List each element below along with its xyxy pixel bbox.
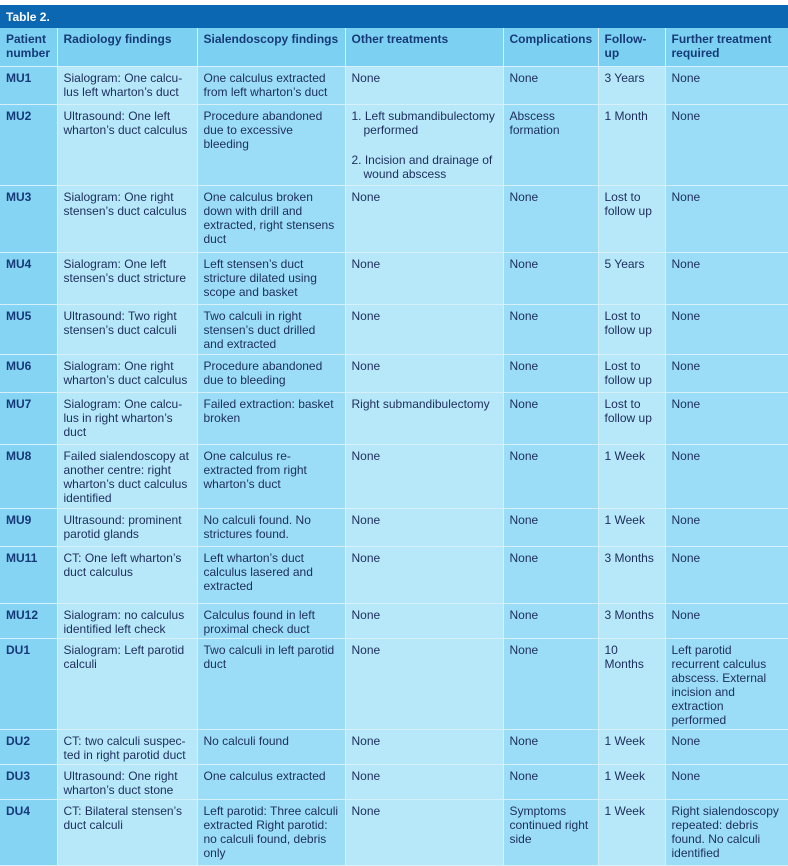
list-separator: | bbox=[351, 148, 352, 150]
cell-sialendoscopy-findings: One calculus broken down with drill and extracted, right stensens duct bbox=[197, 185, 345, 252]
cell-further-treatment: None bbox=[665, 764, 788, 799]
cell-other-treatments: None bbox=[345, 508, 503, 546]
cell-other-treatments: None bbox=[345, 799, 503, 865]
cell-sialendoscopy-findings: Left wharton’s duct calculus lasered and extracted bbox=[197, 546, 345, 603]
cell-complications: None bbox=[503, 508, 598, 546]
cell-sialendoscopy-findings: No calculi found. No strictures found. bbox=[197, 508, 345, 546]
findings-table bbox=[0, 28, 788, 866]
cell-radiology-findings: Ultrasound: Two right stensen’s duct calculi bbox=[57, 304, 197, 354]
cell-follow-up: Lost to follow up bbox=[598, 185, 665, 252]
header-radiology-findings: Radiology findings bbox=[57, 28, 197, 66]
cell-radiology-findings: Ultrasound: One right wharton’s duct stone bbox=[57, 764, 197, 799]
cell-complications: None bbox=[503, 603, 598, 638]
cell-further-treatment: Right sialendoscopy repeated: debris found. No calculi identified bbox=[665, 799, 788, 865]
cell-patient-number: DU1 bbox=[0, 638, 57, 729]
cell-radiology-findings: CT: two calculi suspec-ted in right parotid duct bbox=[57, 729, 197, 764]
cell-sialendoscopy-findings: Procedure abandoned due to bleeding bbox=[197, 354, 345, 392]
cell-further-treatment: None bbox=[665, 354, 788, 392]
cell-sialendoscopy-findings: Calculus found in left proximal check duct bbox=[197, 603, 345, 638]
header-sialendoscopy-findings: Sialendoscopy findings bbox=[197, 28, 345, 66]
cell-sialendoscopy-findings: One calculus re-extracted from right wharton’s duct bbox=[197, 444, 345, 508]
cell-complications: None bbox=[503, 185, 598, 252]
cell-radiology-findings: Sialogram: One left stensen’s duct stricture bbox=[57, 252, 197, 304]
cell-other-treatments: None bbox=[345, 638, 503, 729]
cell-other-treatments: None bbox=[345, 603, 503, 638]
cell-follow-up: 1 Week bbox=[598, 799, 665, 865]
table-row bbox=[0, 546, 788, 603]
table-row bbox=[0, 603, 788, 638]
cell-radiology-findings: Ultrasound: One left wharton’s duct calculus bbox=[57, 104, 197, 185]
cell-sialendoscopy-findings: Two calculi in right stensen’s duct drilled and extracted bbox=[197, 304, 345, 354]
cell-patient-number: DU3 bbox=[0, 764, 57, 799]
cell-further-treatment: None bbox=[665, 304, 788, 354]
table-container bbox=[0, 5, 788, 866]
cell-follow-up: 10 Months bbox=[598, 638, 665, 729]
cell-follow-up: 1 Week bbox=[598, 729, 665, 764]
cell-sialendoscopy-findings: Failed extraction: basket broken bbox=[197, 392, 345, 444]
cell-complications: Abscess formation bbox=[503, 104, 598, 185]
cell-follow-up: Lost to follow up bbox=[598, 304, 665, 354]
cell-patient-number: MU3 bbox=[0, 185, 57, 252]
cell-complications: None bbox=[503, 444, 598, 508]
cell-complications: None bbox=[503, 729, 598, 764]
cell-follow-up: Lost to follow up bbox=[598, 354, 665, 392]
cell-radiology-findings: Failed sialendoscopy at another centre: right wharton’s duct calculus identified bbox=[57, 444, 197, 508]
cell-further-treatment: None bbox=[665, 185, 788, 252]
cell-complications: None bbox=[503, 392, 598, 444]
cell-radiology-findings: Sialogram: One calcu-lus left wharton’s duct bbox=[57, 66, 197, 104]
cell-sialendoscopy-findings: No calculi found bbox=[197, 729, 345, 764]
cell-patient-number: MU1 bbox=[0, 66, 57, 104]
cell-further-treatment: None bbox=[665, 66, 788, 104]
cell-other-treatments: None bbox=[345, 444, 503, 508]
table-row bbox=[0, 444, 788, 508]
cell-complications: None bbox=[503, 638, 598, 729]
table-row bbox=[0, 304, 788, 354]
cell-patient-number: MU5 bbox=[0, 304, 57, 354]
cell-sialendoscopy-findings: One calculus extracted from left wharton’s duct bbox=[197, 66, 345, 104]
cell-patient-number: DU4 bbox=[0, 799, 57, 865]
cell-further-treatment: None bbox=[665, 508, 788, 546]
table-row bbox=[0, 66, 788, 104]
cell-other-treatments: None bbox=[345, 729, 503, 764]
cell-complications: None bbox=[503, 304, 598, 354]
cell-other-treatments: None bbox=[345, 354, 503, 392]
cell-radiology-findings: Sialogram: Left parotid calculi bbox=[57, 638, 197, 729]
cell-follow-up: 3 Months bbox=[598, 546, 665, 603]
header-further-treatment: Further treatment required bbox=[665, 28, 788, 66]
cell-radiology-findings: Sialogram: no calculus identified left check bbox=[57, 603, 197, 638]
table-row bbox=[0, 799, 788, 865]
header-row bbox=[0, 28, 788, 66]
cell-patient-number: MU9 bbox=[0, 508, 57, 546]
cell-further-treatment: None bbox=[665, 104, 788, 185]
cell-patient-number: MU8 bbox=[0, 444, 57, 508]
cell-further-treatment: None bbox=[665, 444, 788, 508]
list-item: 1. Left submandibulectomy performed bbox=[351, 108, 495, 137]
cell-radiology-findings: CT: One left wharton’s duct calculus bbox=[57, 546, 197, 603]
list-item: 2. Incision and drainage of wound abscess bbox=[351, 152, 493, 181]
cell-further-treatment: None bbox=[665, 729, 788, 764]
cell-follow-up: 1 Week bbox=[598, 444, 665, 508]
cell-patient-number: DU2 bbox=[0, 729, 57, 764]
cell-patient-number: MU7 bbox=[0, 392, 57, 444]
cell-follow-up: 1 Month bbox=[598, 104, 665, 185]
cell-follow-up: 5 Years bbox=[598, 252, 665, 304]
cell-other-treatments: Right submandibulectomy bbox=[345, 392, 503, 444]
cell-further-treatment: None bbox=[665, 546, 788, 603]
header-other-treatments: Other treatments bbox=[345, 28, 503, 66]
cell-sialendoscopy-findings: Two calculi in left parotid duct bbox=[197, 638, 345, 729]
cell-complications: None bbox=[503, 354, 598, 392]
cell-follow-up: 3 Years bbox=[598, 66, 665, 104]
cell-further-treatment: None bbox=[665, 603, 788, 638]
cell-follow-up: 3 Months bbox=[598, 603, 665, 638]
table-row bbox=[0, 638, 788, 729]
cell-radiology-findings: Sialogram: One right wharton’s duct calculus bbox=[57, 354, 197, 392]
cell-sialendoscopy-findings: Left parotid: Three calculi extracted Right parotid: no calculi found, debris only bbox=[197, 799, 345, 865]
table-row bbox=[0, 764, 788, 799]
cell-sialendoscopy-findings: Procedure abandoned due to excessive bleeding bbox=[197, 104, 345, 185]
cell-other-treatments: None bbox=[345, 252, 503, 304]
table-row bbox=[0, 252, 788, 304]
cell-sialendoscopy-findings: One calculus extracted bbox=[197, 764, 345, 799]
cell-complications: None bbox=[503, 252, 598, 304]
cell-further-treatment: None bbox=[665, 392, 788, 444]
cell-follow-up: Lost to follow up bbox=[598, 392, 665, 444]
cell-other-treatments: None bbox=[345, 546, 503, 603]
cell-other-treatments: None bbox=[345, 304, 503, 354]
header-complications: Complications bbox=[503, 28, 598, 66]
cell-other-treatments: None bbox=[345, 764, 503, 799]
cell-complications: None bbox=[503, 546, 598, 603]
table-row bbox=[0, 508, 788, 546]
table-row bbox=[0, 354, 788, 392]
table-row bbox=[0, 392, 788, 444]
table-title: Table 2. bbox=[0, 5, 788, 28]
cell-patient-number: MU12 bbox=[0, 603, 57, 638]
cell-radiology-findings: Sialogram: One calcu-lus in right wharton’s duct bbox=[57, 392, 197, 444]
cell-other-treatments: None bbox=[345, 185, 503, 252]
cell-complications: None bbox=[503, 66, 598, 104]
cell-radiology-findings: CT: Bilateral stensen’s duct calculi bbox=[57, 799, 197, 865]
cell-follow-up: 1 Week bbox=[598, 764, 665, 799]
cell-patient-number: MU6 bbox=[0, 354, 57, 392]
cell-sialendoscopy-findings: Left stensen’s duct stricture dilated using scope and basket bbox=[197, 252, 345, 304]
table-row bbox=[0, 104, 788, 185]
table-row bbox=[0, 185, 788, 252]
cell-further-treatment: Left parotid recurrent calculus abscess. External incision and extraction performed bbox=[665, 638, 788, 729]
cell-complications: None bbox=[503, 764, 598, 799]
cell-follow-up: 1 Week bbox=[598, 508, 665, 546]
cell-patient-number: MU4 bbox=[0, 252, 57, 304]
cell-patient-number: MU11 bbox=[0, 546, 57, 603]
header-follow-up: Follow-up bbox=[598, 28, 665, 66]
cell-radiology-findings: Ultrasound: prominent parotid glands bbox=[57, 508, 197, 546]
cell-further-treatment: None bbox=[665, 252, 788, 304]
table-row bbox=[0, 729, 788, 764]
cell-other-treatments bbox=[345, 104, 503, 185]
cell-complications: Symptoms continued right side bbox=[503, 799, 598, 865]
cell-patient-number: MU2 bbox=[0, 104, 57, 185]
header-patient-number: Patient number bbox=[0, 28, 57, 66]
cell-radiology-findings: Sialogram: One right stensen’s duct calculus bbox=[57, 185, 197, 252]
cell-other-treatments: None bbox=[345, 66, 503, 104]
